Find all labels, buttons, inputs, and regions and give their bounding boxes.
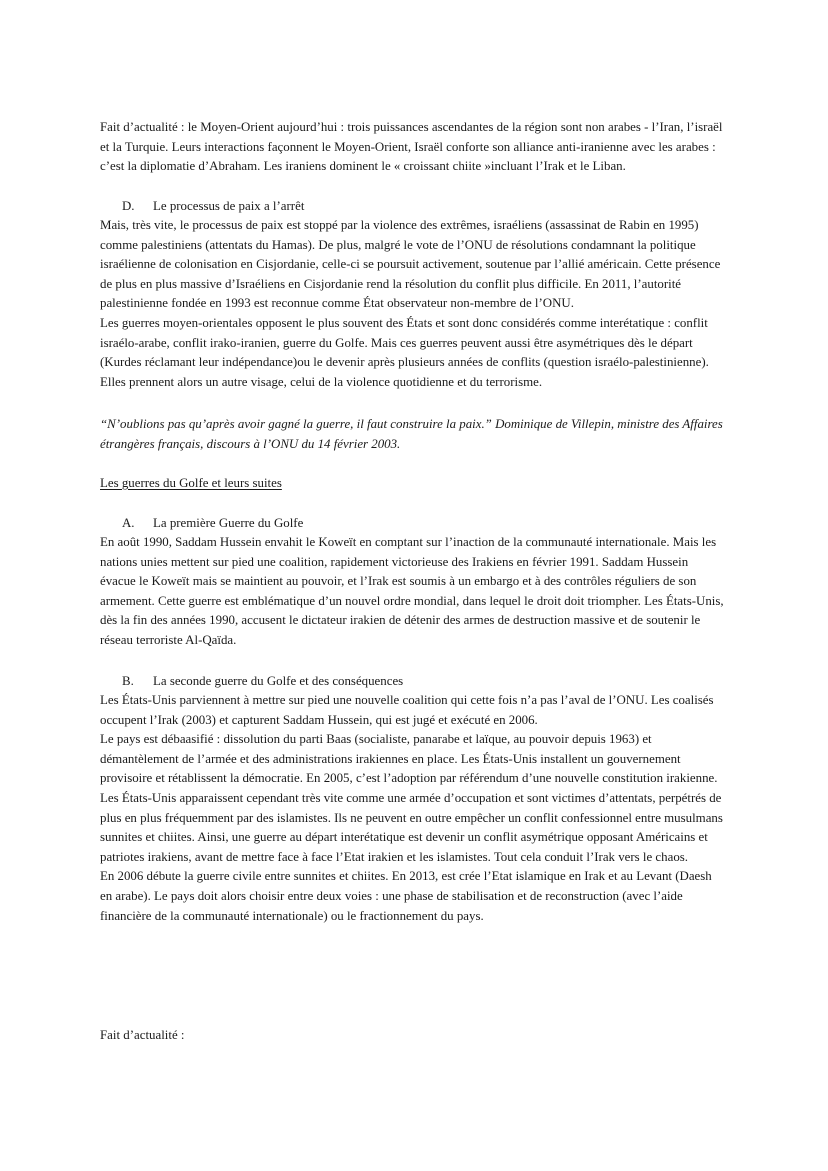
section-b-title: La seconde guerre du Golfe et des conséquences	[153, 674, 404, 688]
section-b-heading	[122, 672, 403, 692]
section-a-body	[100, 533, 724, 651]
section-b-paragraph: Le pays est débaasifié : dissolution du parti Baas (socialiste, panarabe et laïque, au pouvoir depuis 1963) et démantèlement de l’armée et des administrations irakiennes en place. Les États-Unis installent un gouvernement provisoire et rétablissent la démocratie. En 2005, c’est l’adoption par référendum d’une nouvelle constitution irakienne.	[100, 732, 718, 786]
footer-note: Fait d’actualité :	[100, 1028, 185, 1042]
section-a-heading	[122, 514, 303, 534]
section-a-paragraph: En août 1990, Saddam Hussein envahit le Koweït en comptant sur l’inaction de la communauté internationale. Mais les nations unies mettent sur pied une coalition, rapidement victorieuse des Irakiens en février 1991. Saddam Hussein évacue le Koweït mais se maintient au pouvoir, et l’Irak est soumis à un embargo et à des contrôles réguliers de son armement. Cette guerre est emblématique d’un nouvel ordre mondial, dans lequel le droit doit triompher. Les États-Unis, dès la fin des années 1990, accusent le dictateur irakien de détenir des armes de destruction massive et de soutenir le réseau terroriste Al-Qaïda.	[100, 535, 724, 647]
section-d-paragraph: Mais, très vite, le processus de paix est stoppé par la violence des extrêmes, israéliens (assassinat de Rabin en 1995) comme palestiniens (attentats du Hamas). De plus, malgré le vote de l’ONU de résolutions condamnant la politique israélienne de colonisation en Cisjordanie, celle-ci se poursuit activement, soutenue par l’allié américain. Cette présence de plus en plus massive d’Israéliens en Cisjordanie rend la résolution du conflit plus difficile. En 2011, l’autorité palestinienne fondée en 1993 est reconnue comme État observateur non-membre de l’ONU.	[100, 218, 721, 311]
intro-paragraph: Fait d’actualité : le Moyen-Orient aujourd’hui : trois puissances ascendantes de la région sont non arabes - l’Iran, l’israël et la Turquie. Leurs interactions façonnent le Moyen-Orient, Israël conforte son alliance anti-iranienne avec les arabes : c’est la diplomatie d’Abraham. Les iraniens dominent le « croissant chiite »incluant l’Irak et le Liban.	[100, 120, 723, 174]
section-a-title: La première Guerre du Golfe	[153, 516, 304, 530]
section-b-paragraph: Les États-Unis apparaissent cependant très vite comme une armée d’occupation et sont victimes d’attentats, perpétrés de plus en plus fréquemment par des islamistes. Ils ne peuvent en outre empêcher un conflit confessionnel entre musulmans sunnites et chiites. Ainsi, une guerre au départ interétatique est devenir un conflit asymétrique opposant Américains et patriotes irakiens, avant de mettre face à face l’Etat irakien et les islamistes. Tout cela conduit l’Irak vers le chaos.	[100, 790, 723, 864]
section-d-paragraph: Les guerres moyen-orientales opposent le plus souvent des États et sont donc considérés comme interétatique : conflit israélo-arabe, conflit irako-iranien, guerre du Golfe. Mais ces guerres peuvent aussi être asymétriques dès le départ (Kurdes réclamant leur indépendance)ou le devenir après plusieurs années de conflits (question israélo-palestinienne). Elles prennent alors un autre visage, celui de la violence quotidienne et du terrorisme.	[100, 315, 709, 389]
section-d-heading	[122, 197, 304, 217]
section-b-paragraph: Les États-Unis parviennent à mettre sur pied une nouvelle coalition qui cette fois n’a pas l’aval de l’ONU. Les coalisés occupent l’Irak (2003) et capturent Saddam Hussein, qui est jugé et exécuté en 2006.	[100, 693, 714, 727]
section-b-letter: B.	[122, 674, 134, 688]
part-title: Les guerres du Golfe et leurs suites	[100, 476, 282, 490]
section-d-letter: D.	[122, 199, 135, 213]
section-d-body	[100, 216, 724, 392]
section-b-body	[100, 691, 724, 926]
section-b-paragraph: En 2006 débute la guerre civile entre sunnites et chiites. En 2013, est crée l’Etat islamique en Irak et au Levant (Daesh en arabe). Le pays doit alors choisir entre deux voies : une phase de stabilisation et de reconstruction (avec l’aide financière de la communauté internationale) ou le fractionnement du pays.	[100, 869, 712, 923]
villepin-quote: “N’oublions pas qu’après avoir gagné la guerre, il faut construire la paix.” Dominique de Villepin, ministre des Affaires étrangères français, discours à l’ONU du 14 février 2003.	[100, 417, 723, 451]
section-d-title: Le processus de paix a l’arrêt	[153, 199, 305, 213]
section-a-letter: A.	[122, 516, 135, 530]
